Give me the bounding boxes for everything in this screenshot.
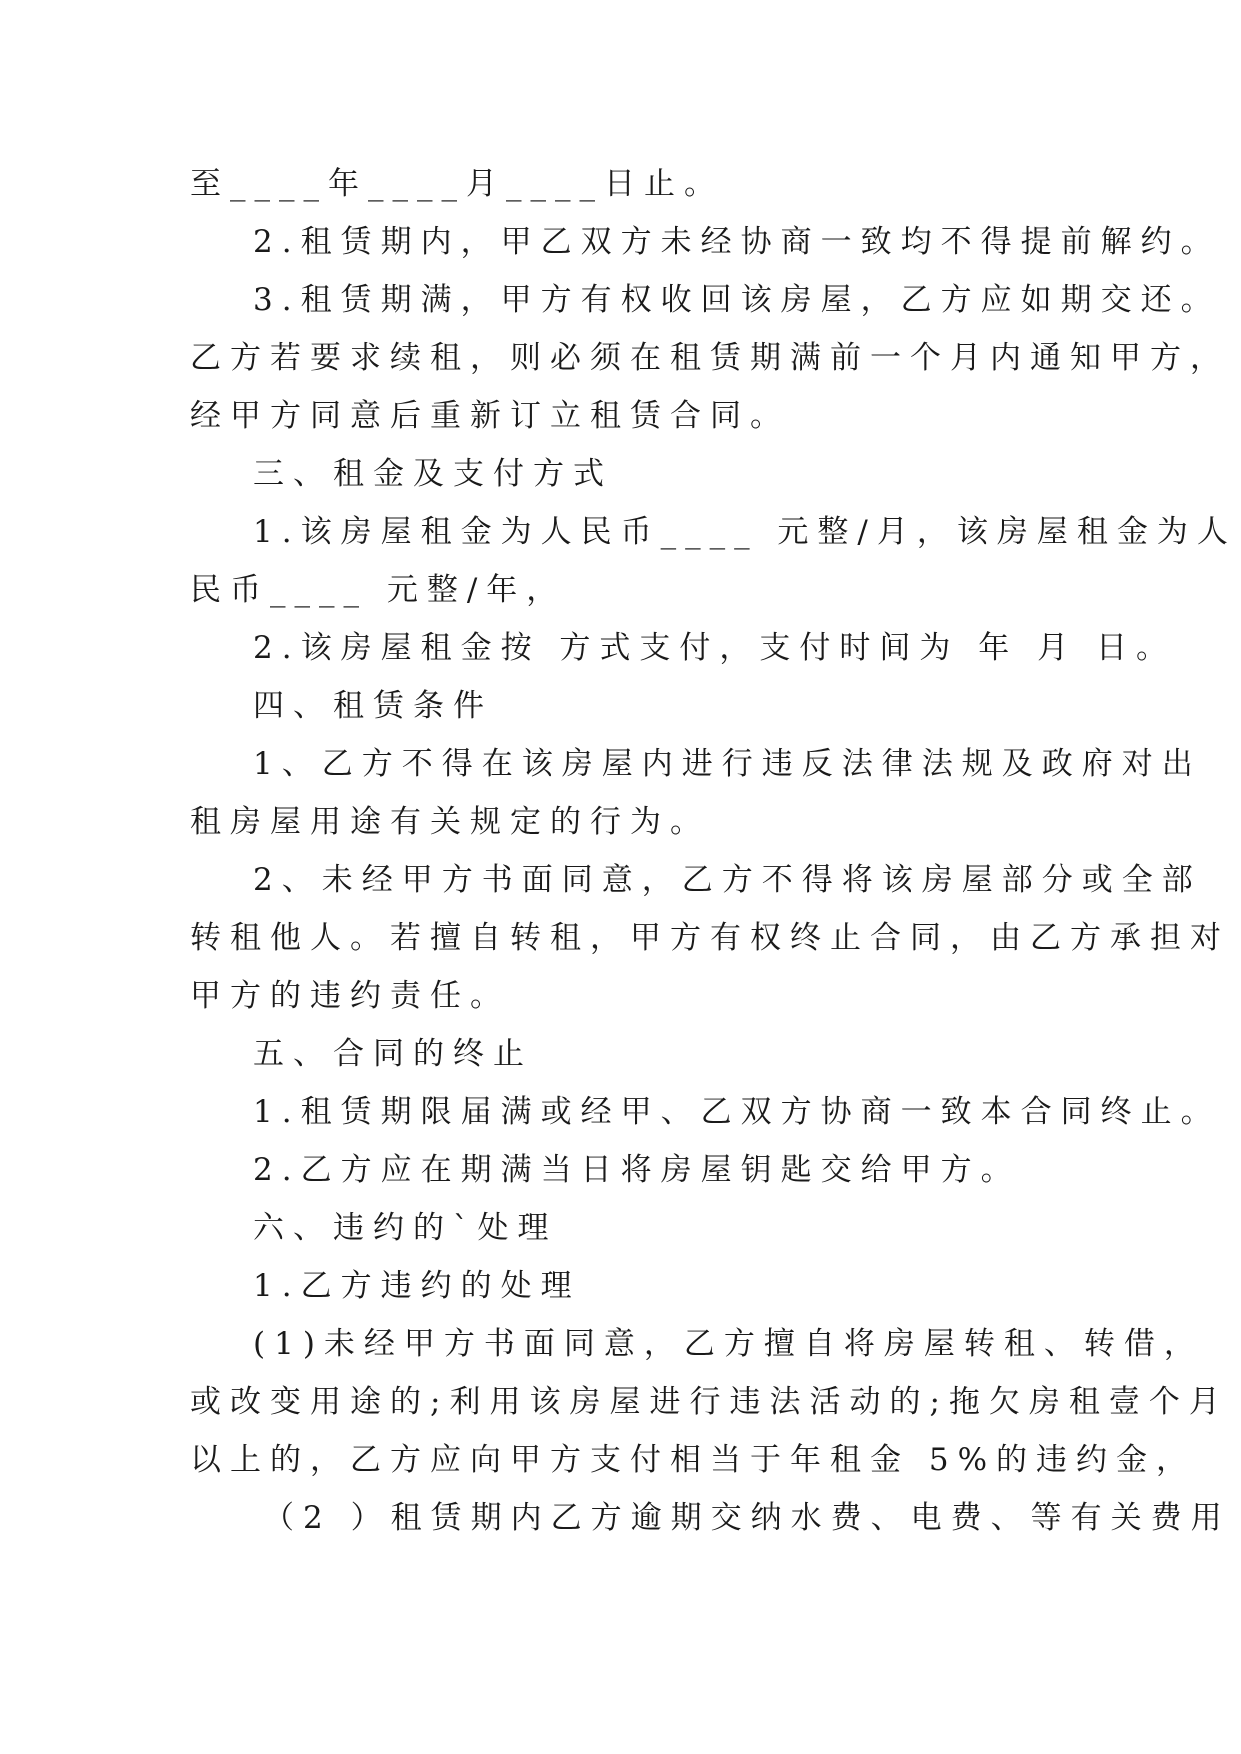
text-line: 1.该房屋租金为人民币____ 元整/月，该房屋租金为人: [253, 514, 1237, 550]
text-line: 以上的，乙方应向甲方支付相当于年租金 5%的违约金，: [190, 1442, 1197, 1478]
text-line: 2.乙方应在期满当日将房屋钥匙交给甲方。: [253, 1152, 1021, 1188]
text-line: 2.该房屋租金按 方式支付，支付时间为 年 月 日。: [253, 630, 1176, 666]
section-heading: 六、违约的`处理: [253, 1210, 558, 1246]
text-line: 3.租赁期满，甲方有权收回该房屋，乙方应如期交还。: [253, 282, 1221, 318]
text-line: 1、乙方不得在该房屋内进行违反法律法规及政府对出: [253, 746, 1202, 782]
text-line: 1.租赁期限届满或经甲、乙双方协商一致本合同终止。: [253, 1094, 1221, 1130]
text-line: 至____年____月____日止。: [190, 166, 724, 202]
text-line: (1)未经甲方书面同意，乙方擅自将房屋转租、转借，: [253, 1326, 1204, 1362]
text-line: 2、未经甲方书面同意，乙方不得将该房屋部分或全部: [253, 862, 1202, 898]
text-line: 转租他人。若擅自转租，甲方有权终止合同，由乙方承担对: [190, 920, 1230, 956]
section-heading: 五、合同的终止: [253, 1036, 533, 1072]
text-line: 乙方若要求续租，则必须在租赁期满前一个月内通知甲方，: [190, 340, 1230, 376]
text-line: 或改变用途的;利用该房屋进行违法活动的;拖欠房租壹个月: [190, 1384, 1229, 1420]
text-line: 甲方的违约责任。: [190, 978, 510, 1014]
text-line: 租房屋用途有关规定的行为。: [190, 804, 710, 840]
section-heading: 四、租赁条件: [253, 688, 493, 724]
text-line: 经甲方同意后重新订立租赁合同。: [190, 398, 790, 434]
text-line: （2 ）租赁期内乙方逾期交纳水费、电费、等有关费用: [263, 1500, 1231, 1536]
section-heading: 三、租金及支付方式: [253, 456, 613, 492]
text-line: 2.租赁期内，甲乙双方未经协商一致均不得提前解约。: [253, 224, 1221, 260]
text-line: 1.乙方违约的处理: [253, 1268, 581, 1304]
text-line: 民币____ 元整/年，: [190, 572, 567, 608]
